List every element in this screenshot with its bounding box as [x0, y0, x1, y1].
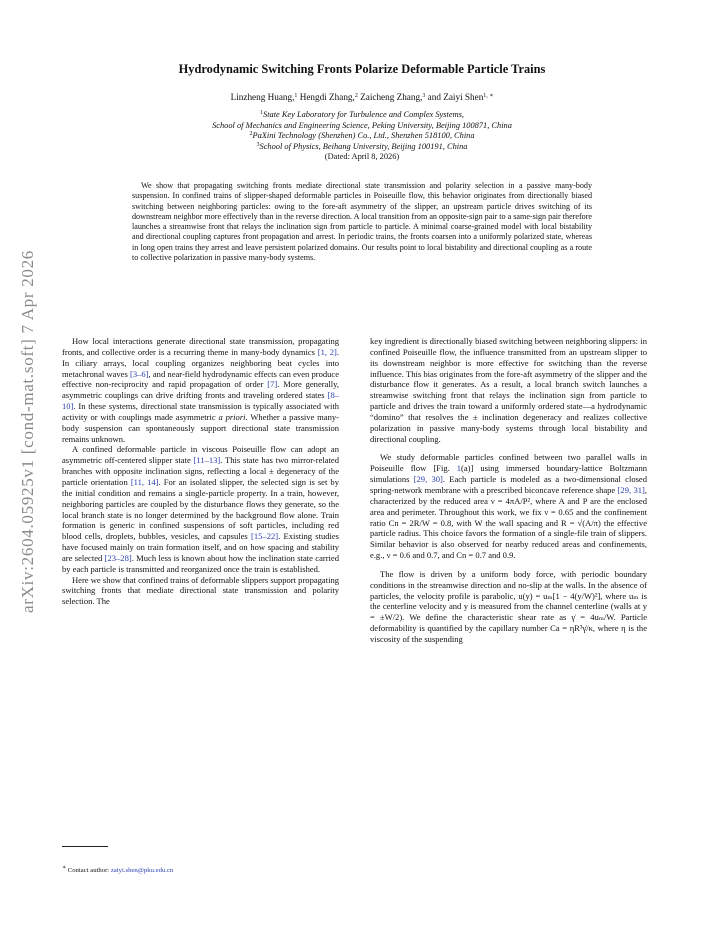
affiliations: [80, 110, 644, 163]
author-name: Linzheng Huang,: [230, 92, 295, 102]
author-affil-sup: 1: [294, 93, 298, 99]
citation-link[interactable]: [29, 30]: [413, 474, 443, 485]
figure-link[interactable]: 1: [456, 463, 461, 474]
affiliation-line: $^1$State Key Laboratory for Turbulence and Complex Systems,: [260, 110, 464, 119]
author-affil-sup: 2: [354, 93, 358, 99]
paragraph: key ingredient is directionally biased switching between neighboring slippers: in confined Poiseuille flow, the influence transmitted from an upstream slipper to its downstream neighbor is more effective for switching than the reverse influence. This bias originates from the fore-aft asymmetry of the slipper and the disturbance flow it generates. As a result, a local branch switch launches a streamwise switching front that relays the inclination sign from particle to particle and drives the train toward a uniformly ordered state—a hydrodynamic “domino” that resolves the ± inclination degeneracy and realizes collective polarization in passive many-body systems through local bistability and directional coupling.: [370, 336, 647, 444]
author-name: and Zaiyi Shen: [427, 92, 484, 102]
arxiv-identifier: arXiv:2604.05925v1 [cond-mat.soft] 7 Apr 2026: [18, 250, 37, 613]
citation-link[interactable]: [29, 31]: [617, 484, 645, 495]
citation-link[interactable]: [8–10]: [62, 390, 339, 412]
citation-link[interactable]: [11, 14]: [130, 476, 159, 487]
affiliation-line: $^3$School of Physics, Beihang University, Beijing 100191, China: [256, 141, 468, 151]
paragraph: How local interactions generate directional state transmission, propagating fronts, and collective order is a recurring theme in many-body dynamics [1, 2]. In ciliary arrays, local coupling organizes neighboring beat cycles into metachronal waves [3–6], and near-field hydrodynamic effects can even produce effective non-reciprocity and rapid propagation of order [7]. More generally, asymmetric couplings can drive drifting fronts and traveling ordered states [8–10]. In these systems, directional state transmission is typically associated with activity or with couplings made asymmetric a priori. Whether a passive many-body suspension can spontaneously support directional state transmission remains unknown.: [62, 336, 339, 444]
contact-email-link[interactable]: zaiyi.shen@pku.edu.cn: [110, 867, 174, 874]
paragraph: A confined deformable particle in viscous Poiseuille flow can adopt an asymmetric off-centered slipper state [11–13]. This state has two mirror-related branches with opposite inclination signs, reflecting a local ± degeneracy of the particle orientation [11, 14]. For an isolated slipper, the selected sign is set by the initial condition and remains a single-particle property. In a train, however, neighboring particles are coupled by the disturbance flows they generate, so the local branch state is no longer determined by the background flow alone. Train formation is generic in confined suspensions of soft particles, including red blood cells, droplets, bubbles, vesicles, and capsules [15–22]. Existing studies have focused mainly on train formation itself, and on how spacing and stability are selected [23–28]. Much less is known about how the inclination state carried by each particle is transmitted and reorganized once the train is established.: [62, 444, 339, 574]
footnote: [62, 867, 173, 874]
footnote-label: Contact author:: [67, 867, 111, 874]
citation-link[interactable]: [3–6]: [130, 368, 149, 379]
citation-link[interactable]: [1, 2]: [317, 346, 337, 357]
paragraph: We study deformable particles confined between two parallel walls in Poiseuille flow [Fig. 1(a)] using immersed boundary-lattice Boltzmann simulations [29, 30]. Each particle is modeled as a two-dimensional closed spring-network membrane with a prescribed biconcave reference shape [29, 31], characterized by the reduced area ν = 4πA/P², where A and P are the enclosed area and perimeter. Throughout this work, we fix ν = 0.65 and the confinement ratio Cn = 2R/W = 0.8, with W the wall spacing and R = √(A/π) the effective particle radius. This choice favors the formation of a single-file train of slippers. Similar behavior is also observed for nearby reduced areas and confinements, e.g., ν = 0.6 and 0.7, and Cn = 0.7 and 0.9.: [370, 452, 647, 561]
abstract: We show that propagating switching fronts mediate directional state transmission and polarity selection in a passive many-body suspension. In confined trains of slipper-shaped deformable particles in Poiseuille flow, this behavior originates from directionally biased switching between neighboring particles: owing to the fore-aft asymmetry of the slipper, an upstream particle drives switching of its downstream neighbor more effectively than in the reverse direction. A local transition from an opposite-sign pair to a same-sign pair therefore launches a streamwise front that relays the inclination sign from particle to particle. A minimal coarse-grained model with local bistability and directional coupling captures front propagation and arrest. In periodic trains, the fronts coarsen into a uniformly polarized state, whereas in long open trains they arrest and leave persistent polarized domains. Our results point to local bistability and directional coupling as a route to collective polarization in passive many-body systems.: [132, 181, 592, 262]
footnote-rule: [62, 846, 108, 847]
body-column-right: [370, 336, 647, 645]
affiliation-line: School of Mechanics and Engineering Science, Peking University, Beijing 100871, China: [212, 120, 512, 130]
citation-link[interactable]: [23–28]: [104, 552, 132, 563]
citation-link[interactable]: [7]: [267, 379, 278, 390]
paper-title: Hydrodynamic Switching Fronts Polarize Deformable Particle Trains: [178, 62, 546, 76]
author-affil-sup: 3: [422, 93, 426, 99]
author-name: Hengdi Zhang,: [299, 92, 355, 102]
author-name: Zaicheng Zhang,: [360, 92, 423, 102]
footnote-marker: ∗: [62, 865, 67, 871]
affiliation-line: $^2$PaXini Technology (Shenzhen) Co., Ltd., Shenzhen 518100, China: [249, 131, 475, 141]
citation-link[interactable]: [11–13]: [193, 455, 221, 466]
body-column-left: [62, 336, 339, 607]
paragraph: Here we show that confined trains of deformable slippers support propagating switching fronts that mediate directional state transmission and polarity selection. The: [62, 574, 339, 607]
citation-link[interactable]: [15–22]: [251, 531, 279, 542]
author-affil-sup: 1, ∗: [483, 93, 494, 99]
paragraph: The flow is driven by a uniform body force, with periodic boundary conditions in the streamwise direction and no-slip at the walls. In the absence of particles, the velocity profile is parabolic, u(y) = uₘ[1 − 4(y/W)²], where uₘ is the centerline velocity and y is measured from the channel centerline (walls at y = ±W/2). We define the characteristic shear rate as γ̇ = 4uₘ/W. Particle deformability is quantified by the capillary number Ca = ηR³γ̇/κ, where η is the viscosity of the suspending: [370, 568, 647, 644]
date-line: (Dated: April 8, 2026): [324, 152, 400, 162]
author-list: [80, 92, 644, 102]
